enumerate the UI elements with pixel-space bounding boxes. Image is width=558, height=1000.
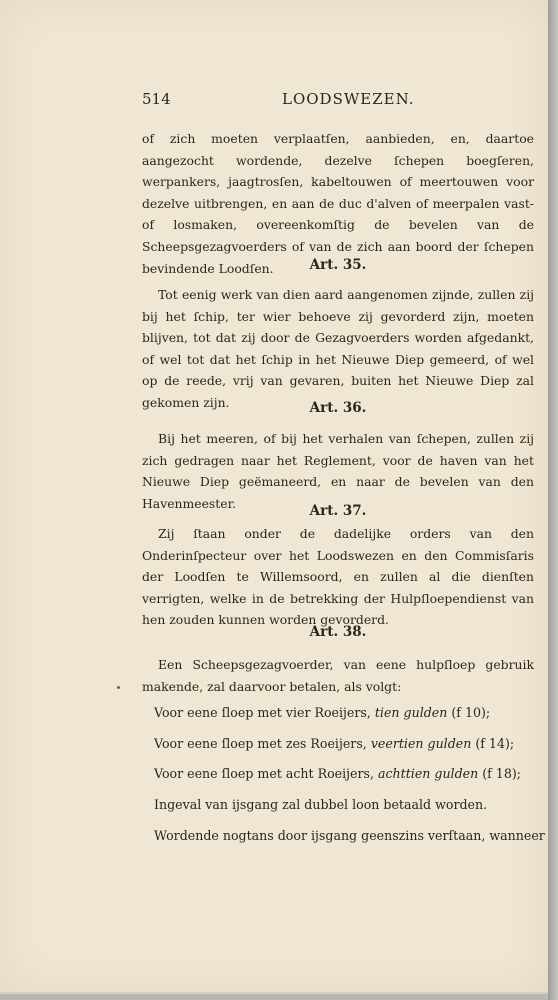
fee-line-six-rowers-amount: veertien gulden xyxy=(370,736,472,751)
paper-speck xyxy=(117,686,120,689)
ice-double-pay-line: Ingeval van ijsgang zal dubbel loon betaald worden. xyxy=(154,797,488,812)
page-number: 514 xyxy=(142,90,171,108)
article-38-text: Een Scheepsgezagvoerder, van eene hulpſloep gebruik makende, zal daarvoor betalen, als volgt: xyxy=(142,657,534,694)
article-35-heading: Art. 35. xyxy=(309,257,367,273)
article-36-heading: Art. 36. xyxy=(309,400,367,416)
fee-line-six-rowers-text: Voor eene ſloep met zes Roeijers, xyxy=(154,736,367,751)
article-36-text: Bij het meeren, of bij het verhalen van ſchepen, zullen zij zich gedragen naar het Reglement, voor de haven van het Nieuwe Diep geëmaneerd, en naar de bevelen van den Havenmeester. xyxy=(142,431,534,511)
intro-paragraph: of zich moeten verplaatſen, aanbieden, en, daartoe aangezocht wordende, dezelve ſchepen boegſeren, werpankers, jaagtrosſen, kabeltouwen of meertouwen voor dezelve uitbrengen, en aan de duc d'alven of meerpalen vast- of losmaken, overeenkomſtig de bevelen van de Scheepsgezagvoerders of van de zich aan boord der ſchepen bevindende Loodſen. xyxy=(142,131,534,276)
running-head: LOODSWEZEN. xyxy=(282,90,415,108)
fee-line-eight-rowers xyxy=(154,766,536,781)
fee-line-eight-rowers-amount: achttien gulden xyxy=(378,766,479,781)
fee-line-four-rowers-amount: tien gulden xyxy=(374,705,448,720)
article-35-text: Tot eenig werk van dien aard aangenomen zijnde, zullen zij bij het ſchip, ter wier behoeve zij gevorderd zijn, moeten blijven, tot dat zij door de Gezagvoerders worden afgedankt, of wel tot dat het ſchip in het Nieuwe Diep gemeerd, of wel op de reede, vrij van gevaren, buiten het Nieuwe Diep zal gekomen zijn. xyxy=(142,287,534,410)
fee-line-eight-rowers-text: Voor eene ſloep met acht Roeijers, xyxy=(154,766,374,781)
fee-line-eight-rowers-paren: (f 18); xyxy=(482,766,521,781)
article-37-text: Zij ſtaan onder de dadelijke orders van den Onderinſpecteur over het Loodswezen en den Commisſaris der Loodſen te Willemsoord, en zullen al die dienſten verrigten, welke in de betrekking der Hulpſloependienst van hen zouden kunnen worden gevorderd. xyxy=(142,526,534,628)
article-37-heading: Art. 37. xyxy=(309,503,367,519)
fee-line-four-rowers-paren: (f 10); xyxy=(451,705,491,720)
last-line: Wordende nogtans door ijsgang geenszins verſtaan, wanneer xyxy=(154,828,545,843)
fee-line-four-rowers xyxy=(154,705,536,720)
fee-line-six-rowers xyxy=(154,736,536,751)
fee-line-four-rowers-text: Voor eene ſloep met vier Roeijers, xyxy=(154,705,371,720)
fee-line-six-rowers-paren: (f 14); xyxy=(475,736,515,751)
scan-edge xyxy=(548,0,558,1000)
article-38-heading: Art. 38. xyxy=(309,624,367,640)
page-header xyxy=(142,90,542,114)
